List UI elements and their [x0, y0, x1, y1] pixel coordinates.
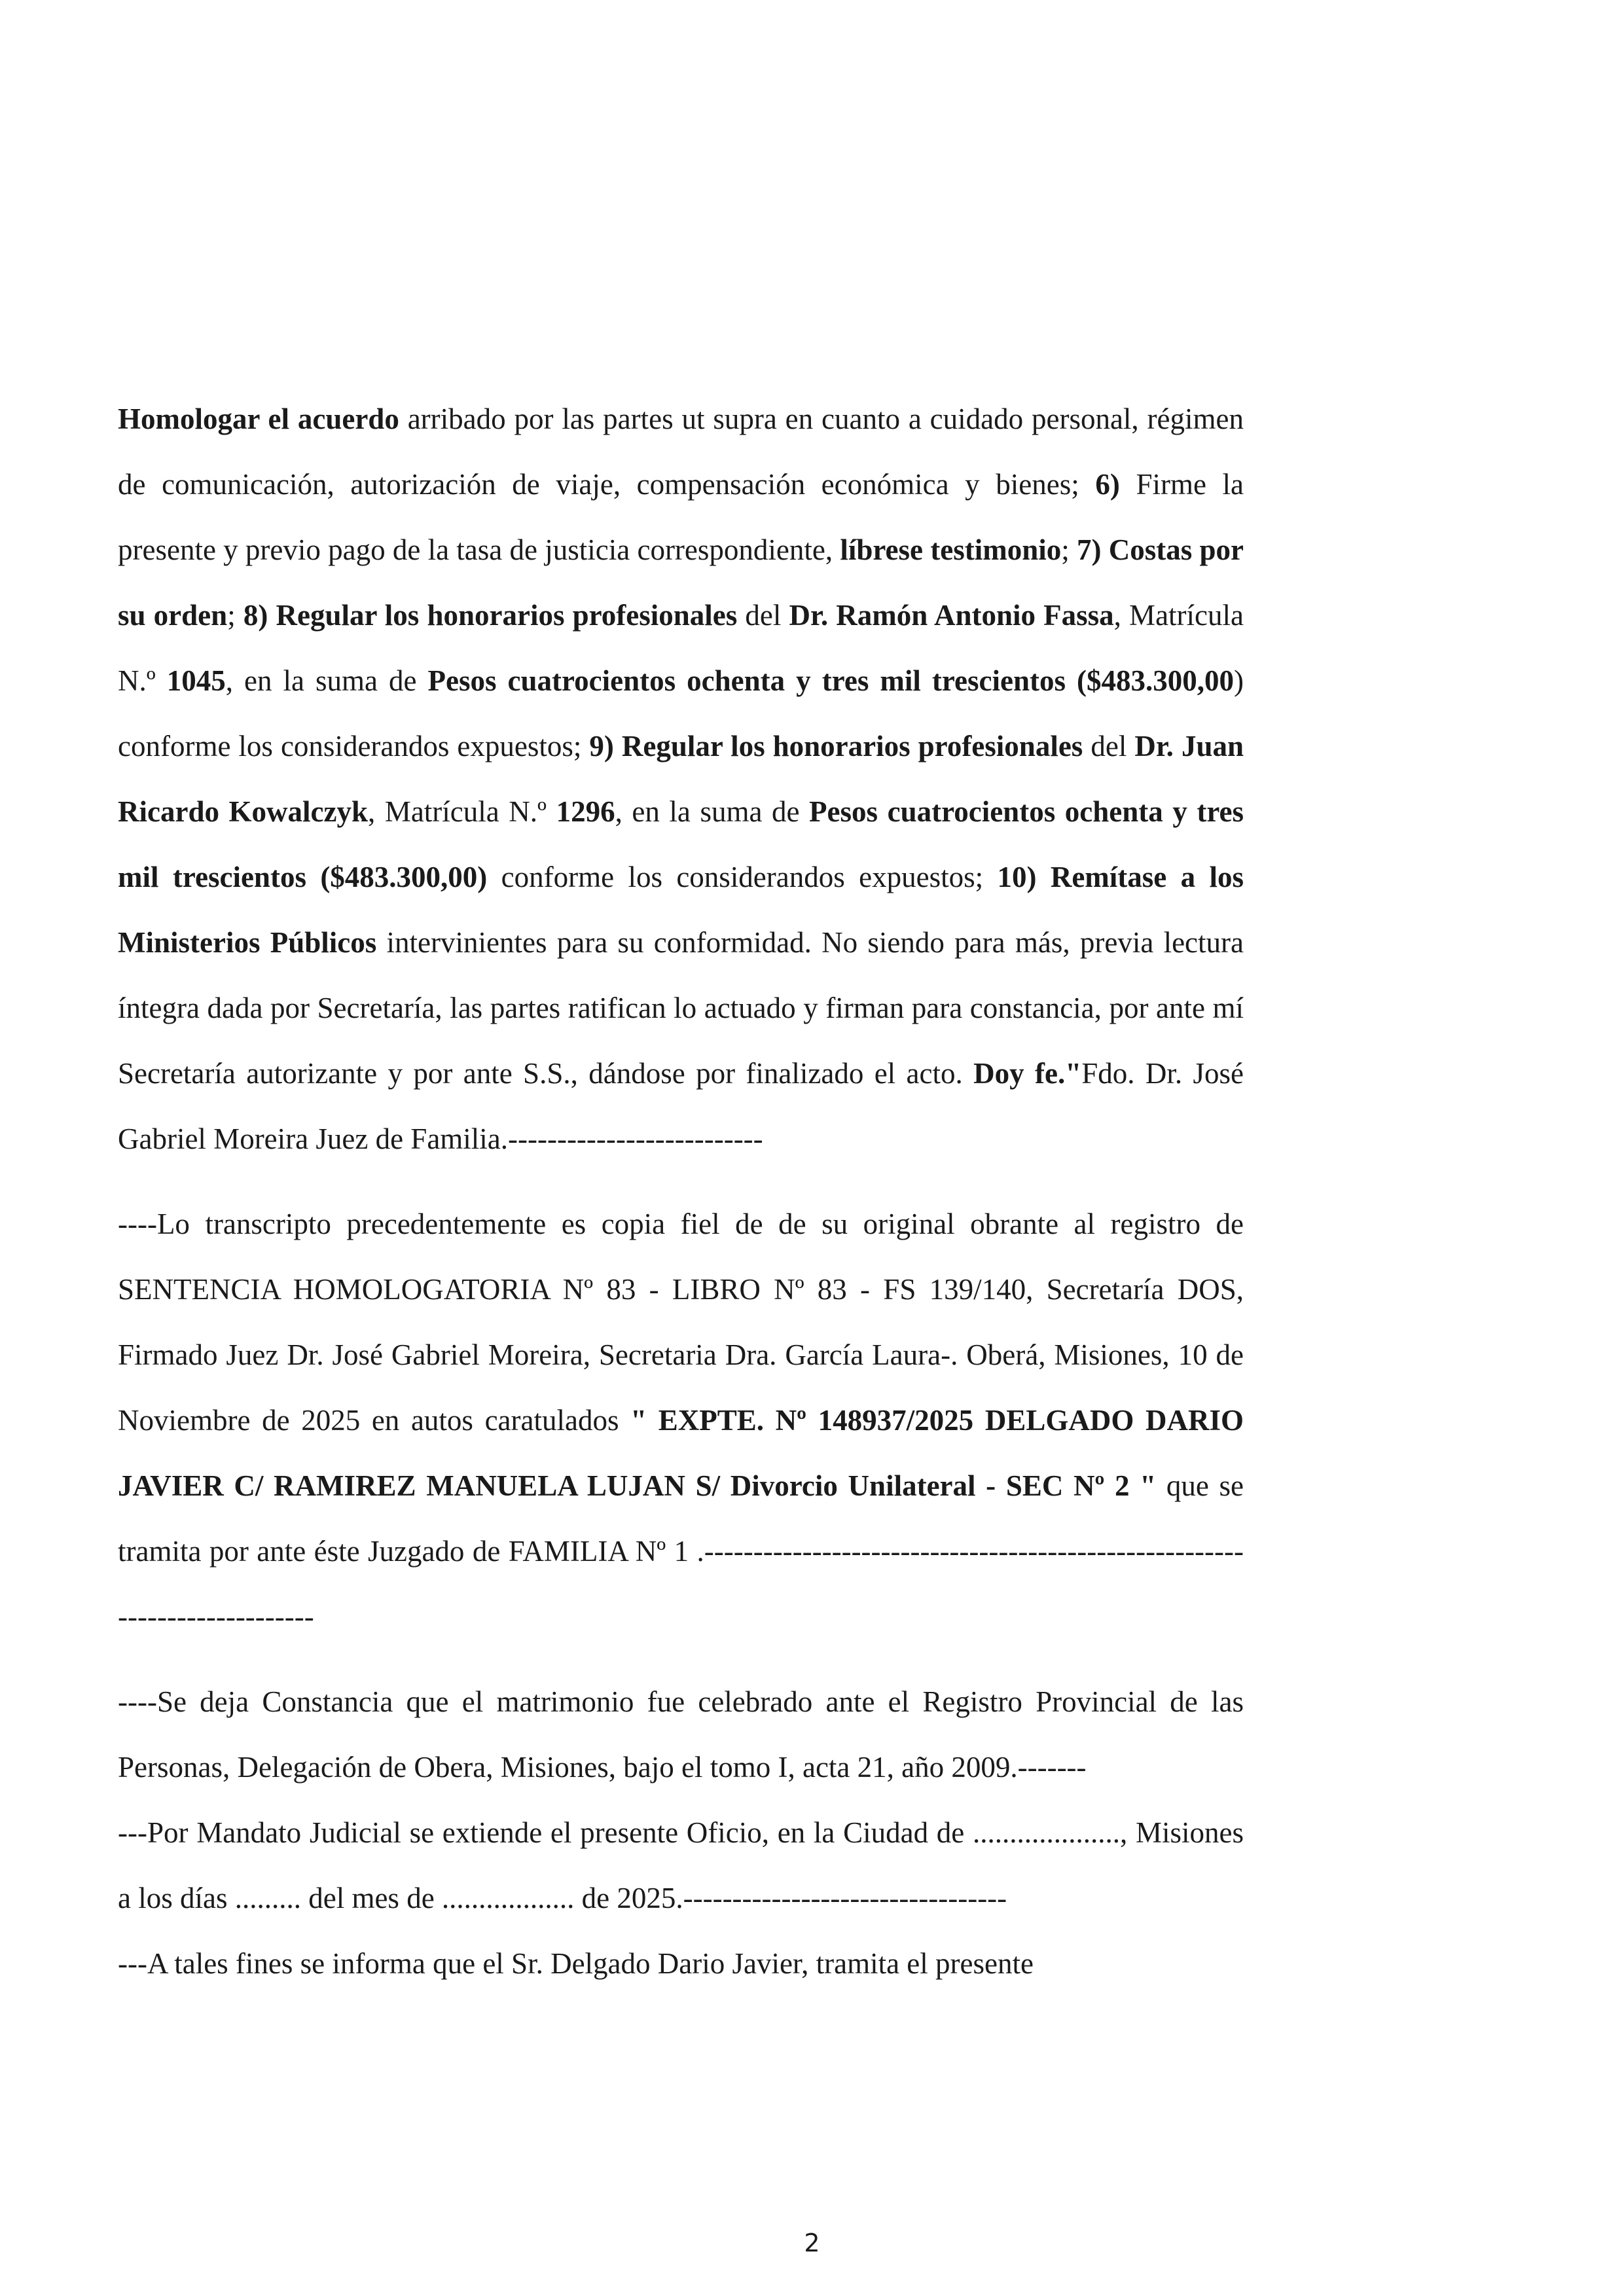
- body-text: ;: [227, 599, 244, 632]
- bold-text: Pesos cuatrocientos ochenta y tres mil trescientos ($483.300,00: [427, 664, 1234, 697]
- judicial-mandate-paragraph: ---Por Mandato Judicial se extiende el presente Oficio, en la Ciudad de ...................., Misiones a los días ......... del mes de .................. de 2025.---------------------------------: [118, 1816, 1244, 1914]
- bold-text: Pesos cuatrocientos ochenta y tres mil trescientos ($483.300,00): [118, 795, 1244, 893]
- bold-text: líbrese testimonio: [840, 533, 1062, 566]
- bold-text: Dr. Ramón Antonio Fassa: [789, 599, 1114, 632]
- transcription-paragraph: [118, 1191, 1244, 1649]
- marriage-record-paragraph: ----Se deja Constancia que el matrimonio fue celebrado ante el Registro Provincial de las Personas, Delegación de Obera, Misiones, bajo el tomo I, acta 21, año 2009.-------: [118, 1685, 1244, 1784]
- body-text: ----Lo transcripto precedentemente es copia fiel de de su original obrante al registro de SENTENCIA HOMOLOGATORIA Nº 83 - LIBRO Nº 83 - FS 139/140, Secretaría DOS, Firmado Juez Dr. José Gabriel Moreira, Secretaria Dra. García Laura-. Oberá, Misiones, 10 de Noviembre de 2025 en autos caratulados: [118, 1208, 1244, 1437]
- body-text: del: [1083, 730, 1135, 762]
- document-page: [118, 386, 1244, 1996]
- bold-text: 1296: [556, 795, 615, 828]
- bold-text: 6): [1095, 468, 1120, 501]
- bold-text: 10) Remítase a los Ministerios Públicos: [118, 861, 1244, 959]
- body-text: ;: [1061, 533, 1077, 566]
- bold-text: 1045: [166, 664, 226, 697]
- body-text: , en la suma de: [225, 664, 428, 697]
- information-paragraph: ---A tales fines se informa que el Sr. Delgado Dario Javier, tramita el presente: [118, 1947, 1034, 1980]
- page-number: 2: [804, 2229, 820, 2257]
- body-text: , en la suma de: [615, 795, 810, 828]
- body-text: arribado por las partes ut supra en cuanto a cuidado personal, régimen de comunicación, autorización de viaje, compensación económica y bienes;: [118, 403, 1244, 501]
- body-text: conforme los considerandos expuestos;: [487, 861, 998, 893]
- bold-text: Doy fe.": [973, 1057, 1082, 1090]
- body-text: intervinientes para su conformidad. No siendo para más, previa lectura íntegra dada por Secretaría, las partes ratifican lo actuado y firman para constancia, por ante mí Secretaría autorizante y por ante S.S., dándose por finalizado el acto.: [118, 926, 1244, 1090]
- body-text: Fdo. Dr. José Gabriel Moreira Juez de Familia.--------------------------: [118, 1057, 1244, 1155]
- bold-text: 8) Regular los honorarios profesionales: [243, 599, 738, 632]
- bold-text: Homologar el acuerdo: [118, 403, 399, 435]
- body-text: , Matrícula N.º: [118, 599, 1244, 697]
- body-text: que se tramita por ante éste Juzgado de FAMILIA Nº 1 .---------------------------------------------------------------------------: [118, 1469, 1244, 1633]
- resolution-paragraph: [118, 386, 1244, 1172]
- body-text: del: [737, 599, 789, 632]
- body-text: ) conforme los considerandos expuestos;: [118, 664, 1244, 762]
- body-text: , Matrícula N.º: [368, 795, 556, 828]
- body-text: Firme la presente y previo pago de la tasa de justicia correspondiente,: [118, 468, 1244, 566]
- bold-text: 9) Regular los honorarios profesionales: [589, 730, 1083, 762]
- bold-text: Dr. Juan Ricardo Kowalczyk: [118, 730, 1244, 828]
- bold-text: 7) Costas por su orden: [118, 533, 1244, 632]
- case-title: " EXPTE. Nº 148937/2025 DELGADO DARIO JAVIER C/ RAMIREZ MANUELA LUJAN S/ Divorcio Unilateral - SEC Nº 2 ": [118, 1404, 1244, 1502]
